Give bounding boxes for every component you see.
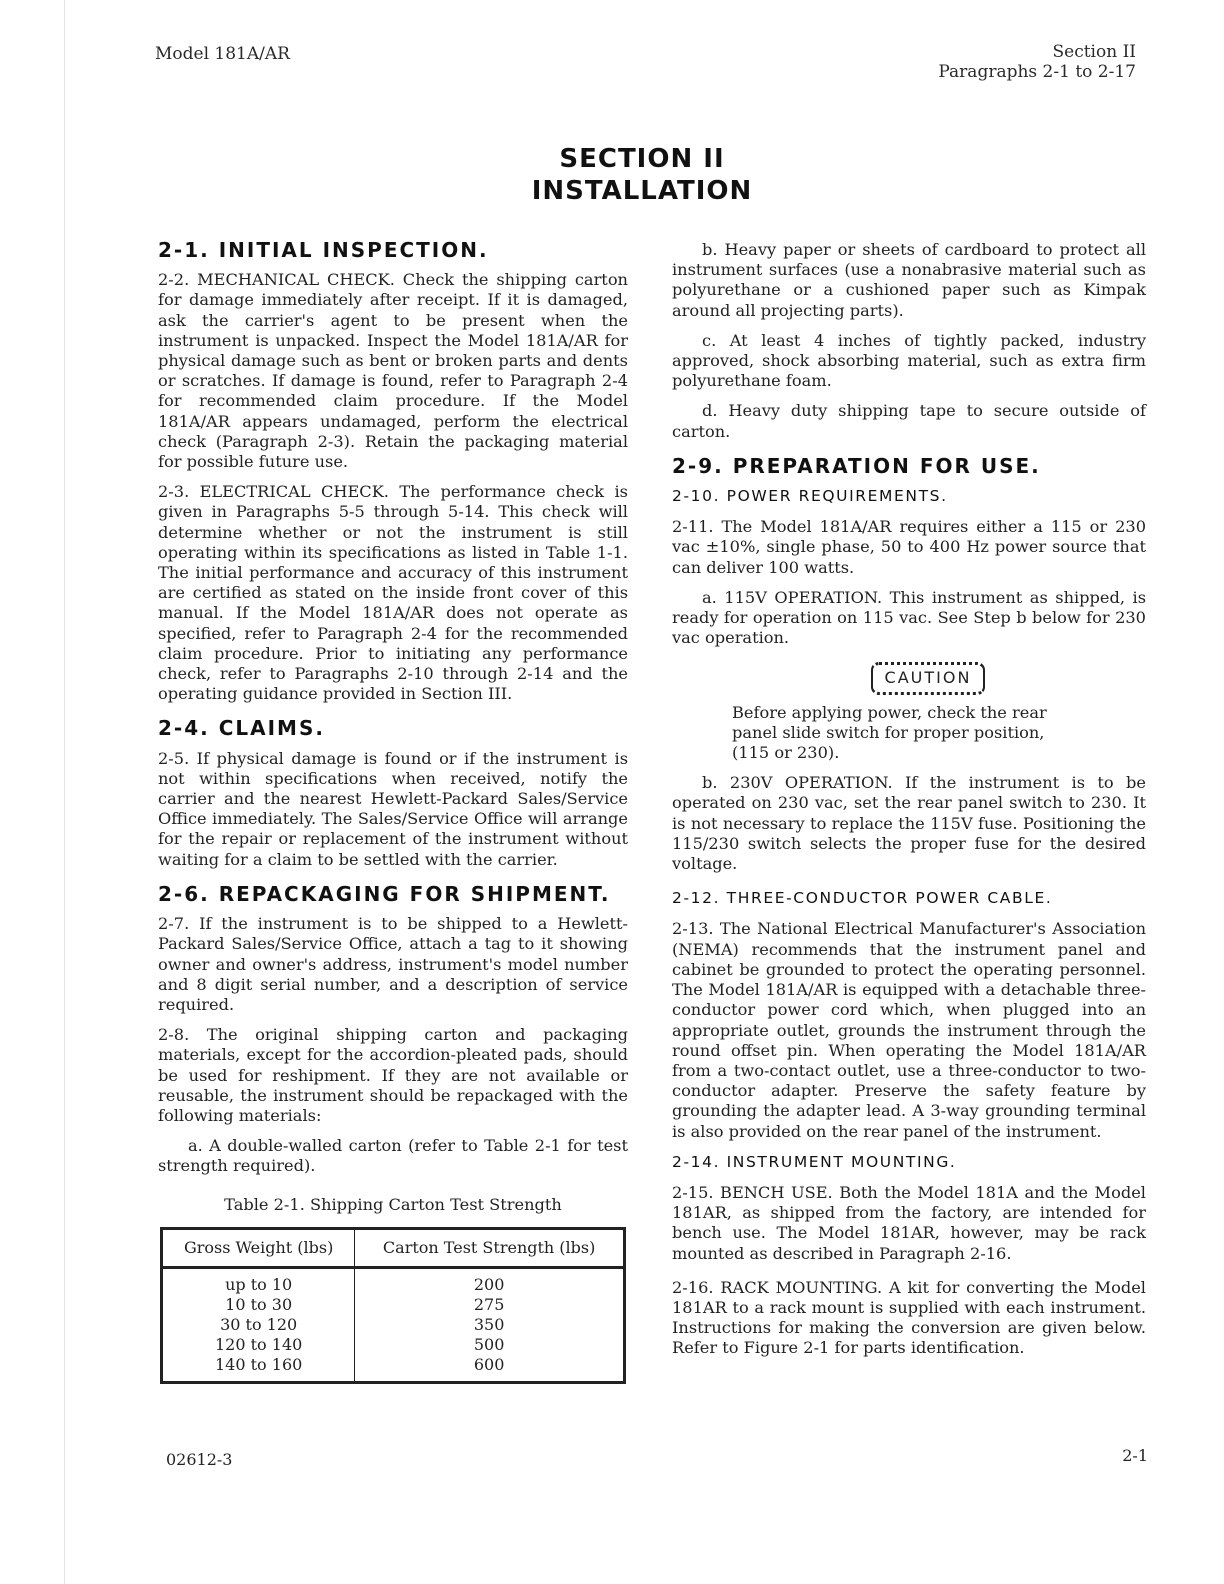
header-paragraphs: Paragraphs 2-1 to 2-17 (938, 62, 1136, 82)
table-header-test-strength: Carton Test Strength (lbs) (355, 1228, 625, 1267)
table-row (162, 1295, 625, 1315)
table-header-gross-weight: Gross Weight (lbs) (162, 1228, 355, 1267)
para-2-13: 2-13. The National Electrical Manufacturer's Association (NEMA) recommends that the instrument panel and cabinet be grounded to protect the operating personnel. The Model 181A/AR is equipped with a detachable three-conductor power cord which, when plugged into an appropriate outlet, grounds the instrument through the round offset pin. When operating the Model 181A/AR from a two-contact outlet, use a three-conductor to two-conductor adapter. Preserve the safety feature by grounding the adapter lead. A 3-way grounding terminal is also provided on the rear panel of the instrument. (672, 919, 1146, 1141)
table-cell-weight: 10 to 30 (162, 1295, 355, 1315)
right-column (672, 240, 1146, 1369)
para-2-8b: b. Heavy paper or sheets of cardboard to protect all instrument surfaces (use a nonabrasive material such as polyurethane or a cushioned paper such as Kimpak around all projecting parts). (672, 240, 1146, 320)
para-2-3: 2-3. ELECTRICAL CHECK. The performance check is given in Paragraphs 5-5 through 5-14. This check will determine whether or not the instrument is still operating within its specifications as listed in Table 1-1. The initial performance and accuracy of this instrument are certified as stated on the inside front cover of this manual. If the Model 181A/AR does not operate as specified, refer to Paragraph 2-4 for the recommended claim procedure. Prior to initiating any performance check, refer to Paragraphs 2-10 through 2-14 and the operating guidance provided in Section III. (158, 482, 628, 704)
table-cell-weight: up to 10 (162, 1267, 355, 1295)
header-section: Section II (1052, 42, 1136, 62)
table-cell-strength: 500 (473, 1334, 505, 1354)
table-row (162, 1315, 625, 1335)
heading-power-cable: 2-12. THREE-CONDUCTOR POWER CABLE. (672, 889, 1053, 908)
section-name: INSTALLATION (531, 176, 753, 206)
table-cell-weight: 140 to 160 (162, 1355, 355, 1383)
heading-power-requirements: 2-10. POWER REQUIREMENTS. (672, 487, 948, 506)
para-2-15: 2-15. BENCH USE. Both the Model 181A and the Model 181AR, as shipped from the factory, are intended for bench use. The Model 181AR, however, may be rack mounted as described in Paragraph 2-16. (672, 1182, 1146, 1263)
para-2-11: 2-11. The Model 181A/AR requires either a 115 or 230 vac ±10%, single phase, 50 to 400 Hz power source that can deliver 100 watts. (672, 517, 1146, 577)
table-cell-weight: 120 to 140 (162, 1335, 355, 1355)
para-2-7: 2-7. If the instrument is to be shipped to a Hewlett-Packard Sales/Service Office, attach a tag to it showing owner and owner's address, instrument's model number and 8 digit serial number, and a description of service required. (158, 914, 628, 1014)
para-2-8: 2-8. The original shipping carton and packaging materials, except for the accordion-pleated pads, should be used for reshipment. If they are not available or reusable, the instrument should be repackaged with the following materials: (158, 1025, 628, 1125)
table-cell-weight: 30 to 120 (162, 1315, 355, 1335)
header-model: Model 181A/AR (155, 44, 290, 64)
heading-repackaging: 2-6. REPACKAGING FOR SHIPMENT. (158, 881, 611, 906)
caution-notice (672, 662, 1146, 694)
table-caption: Table 2-1. Shipping Carton Test Strength (224, 1194, 562, 1214)
shipping-carton-table (160, 1227, 626, 1384)
section-number: SECTION II (559, 144, 725, 174)
para-2-16: 2-16. RACK MOUNTING. A kit for converting the Model 181AR to a rack mount is supplied with each instrument. Instructions for making the conversion are given below. Refer to Figure 2-1 for parts identification. (672, 1277, 1146, 1358)
page-edge-line (64, 0, 65, 1584)
para-2-11b: b. 230V OPERATION. If the instrument is to be operated on 230 vac, set the rear panel switch to 230. It is not necessary to replace the 115V fuse. Positioning the 115/230 switch selects the proper fuse for the desired voltage. (672, 773, 1146, 874)
para-2-8d: d. Heavy duty shipping tape to secure outside of carton. (672, 401, 1146, 441)
heading-claims: 2-4. CLAIMS. (158, 716, 325, 741)
caution-text: Before applying power, check the rear panel slide switch for proper position, (115 or 230). (732, 702, 1047, 763)
heading-initial-inspection: 2-1. INITIAL INSPECTION. (158, 238, 489, 262)
caution-label: CAUTION (871, 662, 986, 694)
table-cell-strength: 275 (473, 1294, 505, 1314)
footer-page-number: 2-1 (1122, 1446, 1148, 1465)
para-2-2: 2-2. MECHANICAL CHECK. Check the shipping carton for damage immediately after receipt. If it is damaged, ask the carrier's agent to be present when the instrument is unpacked. Inspect the Model 181A/AR for physical damage such as bent or broken parts and dents or scratches. If damage is found, refer to Paragraph 2-4 for recommended claim procedure. If the Model 181A/AR appears undamaged, perform the electrical check (Paragraph 2-3). Retain the packaging material for possible future use. (158, 270, 628, 472)
left-column (158, 240, 628, 1384)
para-2-8a: a. A double-walled carton (refer to Table 2-1 for test strength required). (158, 1136, 628, 1176)
table-cell-strength: 600 (473, 1354, 505, 1374)
footer-doc-number: 02612-3 (166, 1450, 233, 1469)
para-2-8c: c. At least 4 inches of tightly packed, industry approved, shock absorbing material, such as extra firm polyurethane foam. (672, 330, 1146, 391)
para-2-11a: a. 115V OPERATION. This instrument as shipped, is ready for operation on 115 vac. See Step b below for 230 vac operation. (672, 587, 1146, 648)
para-2-5: 2-5. If physical damage is found or if the instrument is not within specifications when received, notify the carrier and the nearest Hewlett-Packard Sales/Service Office immediately. The Sales/Service Office will arrange for the repair or replacement of the instrument without waiting for a claim to be settled with the carrier. (158, 748, 628, 869)
heading-preparation: 2-9. PREPARATION FOR USE. (672, 453, 1041, 478)
table-cell-strength: 350 (473, 1314, 505, 1334)
table-cell-strength: 200 (473, 1274, 505, 1294)
table-row (162, 1335, 625, 1355)
header-section-ref (938, 42, 1136, 82)
heading-instrument-mounting: 2-14. INSTRUMENT MOUNTING. (672, 1152, 957, 1171)
table-row (162, 1267, 625, 1295)
table-row (162, 1355, 625, 1383)
